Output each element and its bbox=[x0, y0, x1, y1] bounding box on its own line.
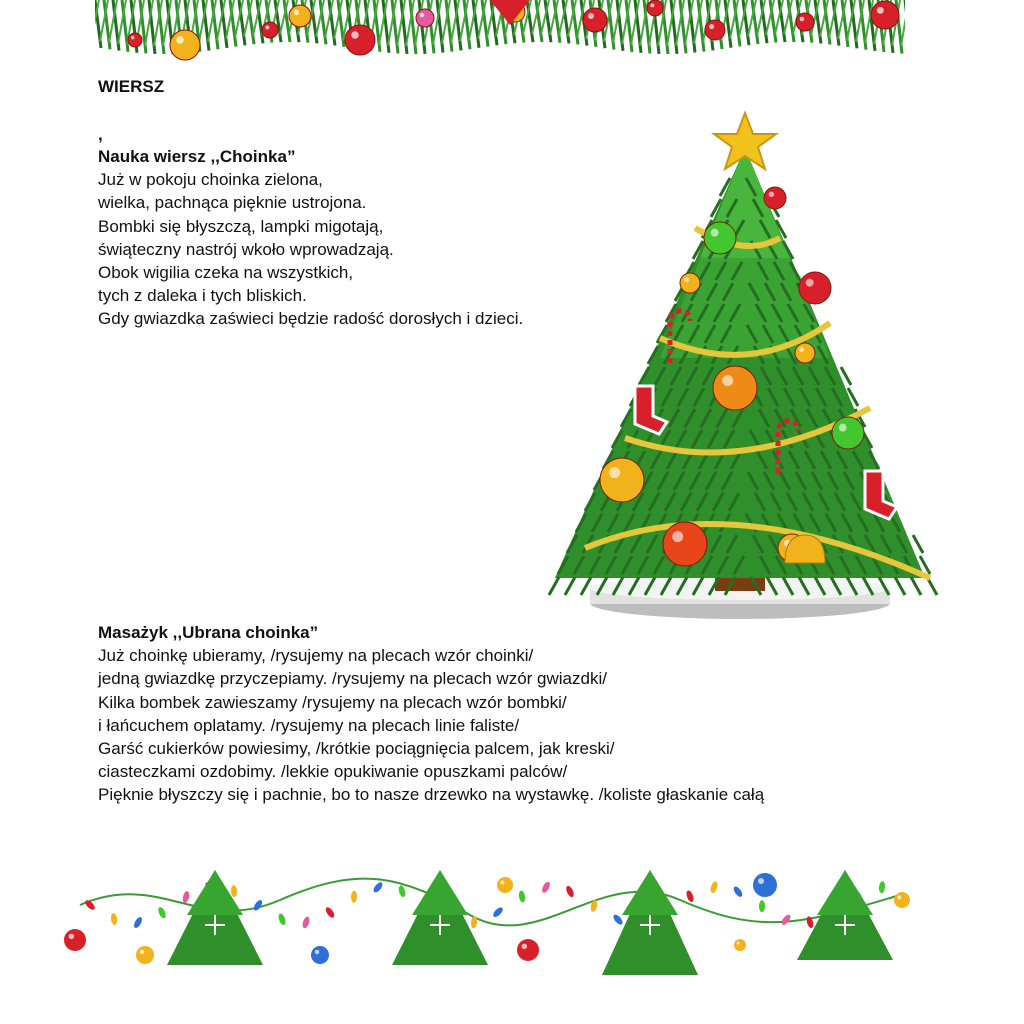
light-bulb-icon bbox=[277, 913, 287, 926]
christmas-tree-illustration bbox=[530, 108, 950, 628]
massage-block bbox=[98, 621, 764, 807]
massage-line: Pięknie błyszczy się i pachnie, bo to nasze drzewko na wystawkę. /koliste głaskanie całą bbox=[98, 785, 765, 805]
bauble-icon bbox=[311, 946, 329, 964]
light-bulb-icon bbox=[231, 885, 238, 897]
bottom-trees-lights-illustration bbox=[40, 855, 940, 980]
poem-title: Nauka wiersz ,,Choinka” bbox=[98, 147, 296, 166]
massage-line: Garść cukierków powiesimy, /krótkie pociągnięcia palcem, jak kreski/ bbox=[98, 739, 615, 759]
light-bulb-icon bbox=[157, 906, 167, 919]
bauble-icon bbox=[136, 946, 154, 964]
ornament-icon bbox=[680, 273, 700, 293]
bauble-icon bbox=[345, 25, 375, 55]
light-bulb-icon bbox=[685, 890, 695, 903]
bauble-icon bbox=[289, 5, 311, 27]
stray-comma: , bbox=[98, 125, 103, 144]
poem-block bbox=[98, 145, 523, 331]
bauble-icon bbox=[894, 892, 910, 908]
bauble-icon bbox=[796, 13, 814, 31]
ornament-icon bbox=[832, 417, 864, 449]
light-bulb-icon bbox=[492, 906, 505, 919]
light-bulb-icon bbox=[878, 881, 885, 894]
bauble-icon bbox=[517, 939, 539, 961]
light-bulb-icon bbox=[182, 891, 191, 904]
light-bulb-icon bbox=[612, 913, 624, 926]
light-bulb-icon bbox=[759, 900, 765, 912]
ornament-icon bbox=[704, 222, 736, 254]
section-heading: WIERSZ bbox=[98, 77, 165, 96]
massage-line: Już choinkę ubieramy, /rysujemy na plecach wzór choinki/ bbox=[98, 646, 534, 666]
bauble-icon bbox=[64, 929, 86, 951]
light-bulb-icon bbox=[709, 881, 718, 894]
ornament-icon bbox=[600, 458, 644, 502]
massage-line: i łańcuchem oplatamy. /rysujemy na plecach linie faliste/ bbox=[98, 715, 520, 735]
light-bulb-icon bbox=[565, 885, 576, 898]
light-bulb-icon bbox=[518, 890, 526, 903]
stocking-icon bbox=[865, 471, 897, 519]
light-bulb-icon bbox=[372, 881, 384, 894]
bauble-icon bbox=[262, 22, 278, 38]
bauble-icon bbox=[871, 1, 899, 29]
light-bulb-icon bbox=[398, 885, 407, 898]
light-bulb-icon bbox=[732, 885, 744, 898]
bauble-icon bbox=[647, 0, 663, 16]
poem-line: Bombki się błyszczą, lampki migotają, bbox=[98, 216, 384, 236]
bauble-icon bbox=[416, 9, 434, 27]
ornament-icon bbox=[795, 343, 815, 363]
bauble-icon bbox=[705, 20, 725, 40]
poem-line: Już w pokoju choinka zielona, bbox=[98, 170, 323, 190]
light-bulb-icon bbox=[132, 916, 143, 929]
light-bulb-icon bbox=[301, 916, 310, 929]
ornament-icon bbox=[663, 522, 707, 566]
poem-line: tych z daleka i tych bliskich. bbox=[98, 286, 307, 306]
light-bulb-icon bbox=[324, 906, 336, 919]
bauble-icon bbox=[497, 877, 513, 893]
ornament-icon bbox=[799, 272, 831, 304]
poem-line: Obok wigilia czeka na wszystkich, bbox=[98, 263, 354, 283]
ornament-icon bbox=[764, 187, 786, 209]
massage-line: jedną gwiazdkę przyczepiamy. /rysujemy na plecach wzór gwiazdki/ bbox=[98, 669, 607, 689]
light-bulb-icon bbox=[780, 913, 792, 926]
bauble-icon bbox=[734, 939, 746, 951]
ornament-icon bbox=[713, 366, 757, 410]
bauble-icon bbox=[170, 30, 200, 60]
light-bulb-icon bbox=[110, 913, 118, 926]
bauble-icon bbox=[753, 873, 777, 897]
light-bulb-icon bbox=[541, 881, 552, 894]
massage-line: Kilka bombek zawieszamy /rysujemy na plecach wzór bombki/ bbox=[98, 692, 567, 712]
light-bulb-icon bbox=[351, 891, 357, 903]
poem-line: świąteczny nastrój wkoło wprowadzają. bbox=[98, 239, 394, 259]
massage-title: Masażyk ,,Ubrana choinka” bbox=[98, 623, 319, 642]
bauble-icon bbox=[583, 8, 607, 32]
poem-line: Gdy gwiazdka zaświeci będzie radość dorosłych i dzieci. bbox=[98, 309, 524, 329]
bauble-icon bbox=[128, 33, 142, 47]
top-garland-illustration bbox=[95, 0, 905, 65]
poem-line: wielka, pachnąca pięknie ustrojona. bbox=[98, 193, 367, 213]
massage-line: ciasteczkami ozdobimy. /lekkie opukiwanie opuszkami palców/ bbox=[98, 762, 568, 782]
light-bulb-icon bbox=[252, 899, 264, 912]
